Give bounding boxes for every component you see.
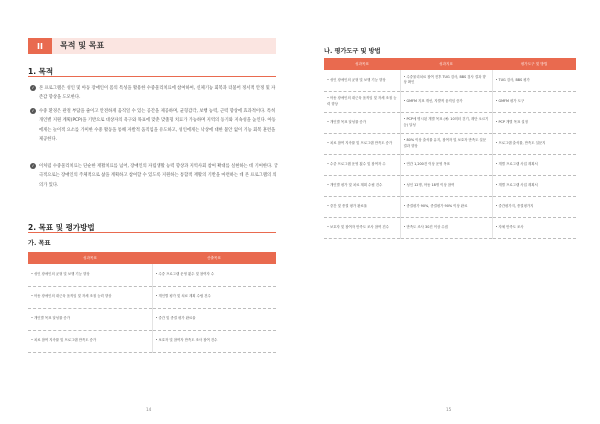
table-row	[324, 217, 576, 238]
table-cell: •중간 및 종결 평가 완료율	[152, 308, 276, 330]
goals-table	[28, 252, 276, 353]
table-cell: •보호자 및 참여자 만족도 조사 참여 건수	[152, 330, 276, 352]
table-cell: •성인 장애인의 균형 및 보행 기능 향상	[28, 264, 152, 286]
table-row	[28, 330, 276, 352]
heading-rule	[28, 76, 276, 77]
table-cell: •자체 만족도 조사	[492, 217, 576, 238]
table-row	[324, 175, 576, 196]
table-cell: •아동 장애인의 대근육 움직임 및 자세 조절 능력 향상	[28, 286, 152, 308]
table-cell: •80% 이상 출석률 유지, 참여자 및 보호자 만족도 설문 결과 향상	[400, 133, 492, 154]
table-cell: •성인 12명, 아동 18명 이상 참여	[400, 175, 492, 196]
table-cell: •만족도 조사 30건 이상 수집	[400, 217, 492, 238]
table-header-row	[324, 58, 576, 70]
table-cell: •중간평가지, 종결평가지	[492, 196, 576, 217]
page-number: 14	[146, 407, 152, 412]
check-bullet-icon: ✓	[31, 108, 35, 113]
table-row	[324, 196, 576, 217]
table-cell: •치료 참여 지속률 및 프로그램 만족도 증가	[324, 133, 400, 154]
table-cell: •수중물리치료 참여 전후 TUG 검사, BBS 검사 결과 향상 확인	[400, 70, 492, 91]
table-row	[324, 133, 576, 154]
table-cell: •개인별 평가 및 치료 계획 수립 건수	[324, 175, 400, 196]
purpose-text: 본 프로그램은 성인 및 아동 장애인이 몸의 특성을 활용한 수중물리치료에 참여하여, 신체기능 회복과 더불어 정서적 안정 및 자존감 향상을 도모한다.	[39, 86, 276, 101]
heading-purpose: 1. 목적	[28, 67, 54, 76]
purpose-text: 수중 환경은 관절 부담을 줄이고 안전하게 움직일 수 있는 공간을 제공하며, 균형감각, 보행 능력, 근력 향상에 효과적이다. 특히 개인별 지원 계획(PCP)을 기반으로 대상자의 욕구와 목표에 맞춘 맞춤형 치료가 가능하며 지역의 동기와 지속성을 높인다. 아동에게는 놀이적 요소를 가미한 수중 활동을 통해 자발적 움직임을 유도하고, 성인에게는 낙상에 대한 불안 없이 기능 회복 훈련을 제공한다.	[39, 109, 276, 142]
heading-rule	[28, 232, 276, 233]
check-bullet-icon: ✓	[31, 163, 35, 168]
section-number: II	[28, 38, 52, 54]
check-bullet-icon: ✓	[31, 85, 35, 90]
table-header: 성과목표	[28, 252, 152, 264]
table-cell: •TUG 검사, BBS 평가	[492, 70, 576, 91]
table-cell: •개인별 목표 달성률 증가	[324, 112, 400, 133]
heading-goals: 2. 목표 및 평가방법	[28, 223, 95, 232]
table-cell: •개인별 평가 및 치료 계획 수립 건수	[152, 286, 276, 308]
table-cell: •보호자 및 참여자 만족도 조사 참여 건수	[324, 217, 400, 238]
table-cell: •개인별 목표 달성률 증가	[28, 308, 152, 330]
table-cell: •연간 1,200건 이상 운영 목표	[400, 154, 492, 175]
table-cell: •아동 장애인의 대근육 움직임 및 자세 조절 능력 향상	[324, 91, 400, 112]
table-cell: •수중 프로그램 운영 횟수 및 참여자 수	[152, 264, 276, 286]
table-cell: •치료 참여 지속률 및 프로그램 만족도 증가	[28, 330, 152, 352]
purpose-text: 이처럼 수중물리치료는 단순한 재활치료를 넘어, 장애인의 자립생활 능력 향상과 지역사회 참여 확대를 실현하는 데 기여한다. 궁극적으로는 장애인의 주체적으로 삶을 계획하고 참여할 수 있도록 지원하는 통합적 재활의 기반을 마련하는 데 본 프로그램의 의의가 있다.	[39, 164, 279, 188]
table-cell: •중간 및 종결 평가 완료율	[324, 196, 400, 217]
page-number: 15	[446, 407, 452, 412]
table-header-row	[28, 252, 276, 264]
table-header: 성과지표	[400, 58, 492, 70]
section-banner	[28, 38, 276, 54]
table-cell: •성인 장애인의 균형 및 보행 기능 향상	[324, 70, 400, 91]
table-row	[324, 91, 576, 112]
table-cell: •개별 프로그램 사업 계획서	[492, 154, 576, 175]
section-title: 목적 및 목표	[60, 41, 105, 50]
table-cell: •PCP 개별 목표 설정	[492, 112, 576, 133]
table-row	[324, 112, 576, 133]
table-row	[324, 154, 576, 175]
subheading-goals: 가. 목표	[28, 240, 51, 247]
table-cell: •GMFM 지표 개선, 자발적 움직임 증가	[400, 91, 492, 112]
table-header: 성과목표	[324, 58, 400, 70]
table-cell: •프로그램 출석률, 만족도 설문지	[492, 133, 576, 154]
table-row	[324, 70, 576, 91]
table-header: 평가도구 및 방법	[492, 58, 576, 70]
table-row	[28, 264, 276, 286]
page-right	[300, 0, 600, 424]
table-cell: •개별 프로그램 사업 계획서	[492, 175, 576, 196]
table-row	[28, 286, 276, 308]
subheading-evaluation: 나. 평가도구 및 방법	[324, 48, 381, 55]
table-cell: •수중 프로그램 운영 횟수 및 참여자 수	[324, 154, 400, 175]
table-cell: •GMFM 평가 도구	[492, 91, 576, 112]
table-row	[28, 308, 276, 330]
evaluation-table	[324, 58, 576, 239]
table-cell: •PCP에 명시된 개별 목표 (예: 10미터 걷기, 계단 오르기 등) 달성	[400, 112, 492, 133]
table-cell: •종결평가 90%, 종결평가 90% 이상 완료	[400, 196, 492, 217]
table-header: 산출목표	[152, 252, 276, 264]
